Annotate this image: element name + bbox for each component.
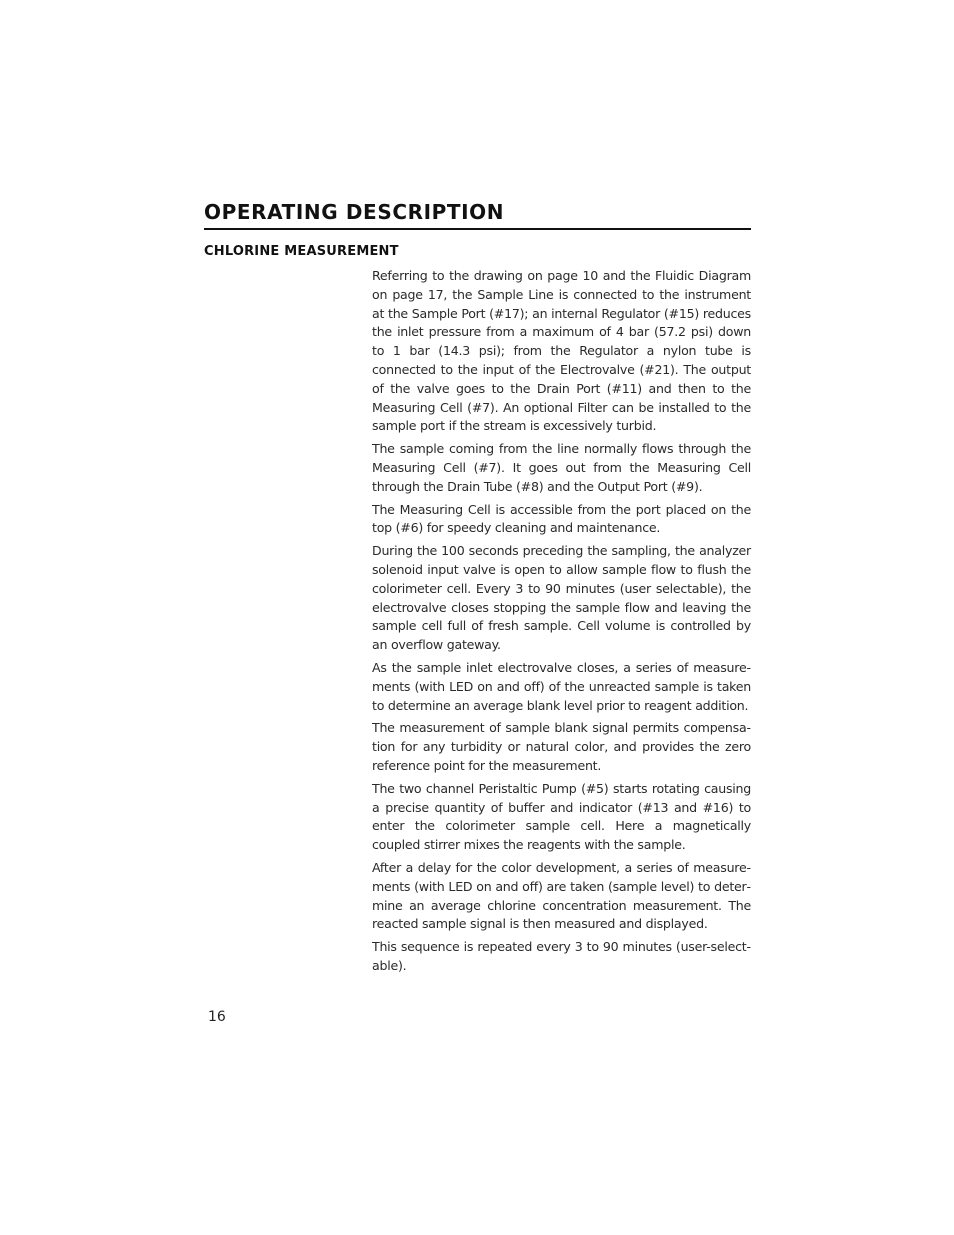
section-heading: CHLORINE MEASUREMENT [204, 244, 399, 259]
page-title: OPERATING DESCRIPTION [204, 200, 505, 224]
paragraph: The sample coming from the line normally flows through the Measuring Cell (#7). It goes out from the Measuring Cell through the Drain Tube (#8) and the Output Port (#9). [372, 441, 751, 494]
title-divider [204, 228, 751, 230]
paragraph: The measurement of sample blank signal permits compensation for any turbidity or natural color, and provides the zero reference point for the measurement. [372, 720, 751, 773]
page-number: 16 [208, 1009, 226, 1025]
paragraph: The Measuring Cell is accessible from the port placed on the top (#6) for speedy cleaning and maintenance. [372, 501, 751, 536]
paragraph: As the sample inlet electrovalve closes, a series of measurements (with LED on and off) of the unreacted sample is taken to determine an average blank level prior to reagent addition. [372, 659, 751, 713]
paragraph: After a delay for the color development, a series of measurements (with LED on and off) are taken (sample level) to determine an average chlorine concentration measurement. The reacted sample signal is then measured and displayed. [372, 859, 751, 932]
paragraph: This sequence is repeated every 3 to 90 minutes (user-selectable). [372, 939, 751, 973]
paragraph: Referring to the drawing on page 10 and the Fluidic Diagram on page 17, the Sample Line is connected to the instrument at the Sample Port (#17); an internal Regulator (#15) reduces the inlet pressure from a maximum of 4 bar (57.2 psi) down to 1 bar (14.3 psi); from the Regulator a nylon tube is connected to the input of the Electrovalve (#21). The output of the valve goes to the Drain Port (#11) and then to the Measuring Cell (#7). An optional Filter can be installed to the sample port if the stream is excessively turbid. [372, 268, 751, 434]
paragraph: During the 100 seconds preceding the sampling, the analyzer solenoid input valve is open to allow sample flow to flush the colorimeter cell. Every 3 to 90 minutes (user selectable), the electrovalve closes stopping the sample flow and leaving the sample cell full of fresh sample. Cell volume is controlled by an overflow gateway. [372, 543, 751, 653]
body-text [372, 267, 751, 980]
paragraph: The two channel Peristaltic Pump (#5) starts rotating causing a precise quantity of buffer and indicator (#13 and #16) to enter the colorimeter sample cell. Here a magnetically coupled stirrer mixes the reagents with the sample. [372, 780, 751, 853]
